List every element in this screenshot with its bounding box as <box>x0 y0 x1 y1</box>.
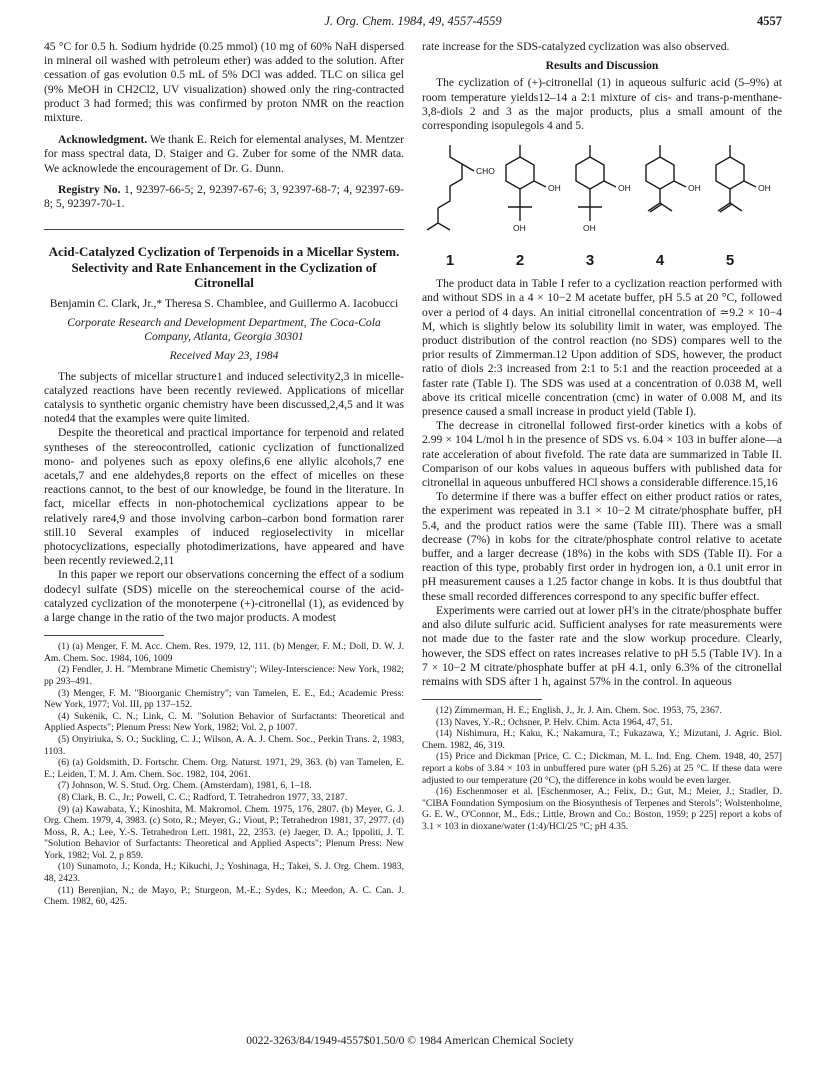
footnote: (11) Berenjian, N.; de Mayo, P.; Sturgeon, M.-E.; Sydes, K.; Meedon, A. C. Can. J. Chem. 1982, 60, 425. <box>44 884 404 908</box>
footnote: (16) Eschenmoser et al. [Eschenmoser, A.; Felix, D.; Gut, M.; Meier, J.; Stadler, D. "CIBA Foundation Symposium on the Biosynthesis of Terpenes and Sterols"; Wolstenholme, G. E. W., O'Connor, M., Eds.; Little, Brown and Co.: Boston, 1959; p 225] report a kobs of 3.1 × 103 in dioxane/water (1:4)/HCl/25 °C; pH 4.35. <box>422 786 782 833</box>
oh-group: OH <box>758 183 771 194</box>
footnote: (5) Onyiriuka, S. O.; Suckling, C. J.; Wilson, A. A. J. Chem. Soc., Perkin Trans. 2, 1983, 1103. <box>44 733 404 757</box>
oh-group: OH <box>618 183 631 194</box>
structure-3 <box>576 145 616 221</box>
experimental-paragraph: 45 °C for 0.5 h. Sodium hydride (0.25 mmol) (10 mg of 60% NaH dispersed in mineral oil washed with petroleum ether) was added to the solution. After cessation of gas evolution 0.5 mL of 5% DCl was added. TLC on silica gel (9% MeOH in CH2Cl2, UV visualization) showed only the ring-contracted product 3 had formed; this was confirmed by proton NMR on the reaction mixture. <box>44 40 404 125</box>
page-number: 4557 <box>757 14 782 28</box>
affiliation: Corporate Research and Development Department, The Coca-Cola Company, Atlanta, Georgia 30301 <box>67 315 381 344</box>
footnote: (13) Naves, Y.-R.; Ochsner, P. Helv. Chim. Acta 1964, 47, 51. <box>436 716 673 728</box>
authors: Benjamin C. Clark, Jr.,* Theresa S. Chamblee, and Guillermo A. Iacobucci <box>49 296 399 310</box>
left-column <box>44 40 404 908</box>
registry-numbers <box>44 183 404 211</box>
section-heading: Results and Discussion <box>545 59 659 73</box>
oh-group: OH <box>513 223 526 234</box>
continued-paragraph: rate increase for the SDS-catalyzed cyclization was also observed. <box>422 40 730 53</box>
journal-citation: J. Org. Chem. 1984, 49, 4557-4559 <box>324 14 502 28</box>
results-paragraph-5: Experiments were carried out at lower pH's in the citrate/phosphate buffer and also dilute sulfuric acid. Sufficient analyses for rate measurements were not made due to the faster rate and the slow workup procedure. Clearly, however, the SDS effect on rates increases relative to pH 5.5 (Table IV). In a 7 × 10−2 M citrate/phosphate buffer at pH 4.1, only 6.3% of the citronellal remains with SDS after 1 h, against 57% in the control. In aqueous <box>422 603 782 688</box>
chemical-structures <box>422 137 782 277</box>
registry-text: 1, 92397-66-5; 2, 92397-67-6; 3, 92397-68-7; 4, 92397-69-8; 5, 92397-70-1. <box>44 182 404 211</box>
acknowledgment <box>44 133 404 176</box>
left-footnotes <box>44 641 404 908</box>
compound-label: 5 <box>725 252 735 270</box>
intro-paragraph-1: The subjects of micellar structure1 and induced selectivity2,3 in micelle-catalyzed reactions have been recently reviewed. Applications of micellar catalysis to synthetic organic chemistry have been discussed,2,4,5 and it was noted4 that the examples were quite limited. <box>44 369 404 426</box>
footnote: (4) Sukenik, C. N.; Link, C. M. "Solution Behavior of Surfactants: Theoretical and Applied Aspects"; Plenum Press: New York, 1982; Vol. 2, p 1007. <box>44 710 404 734</box>
intro-paragraph-2: Despite the theoretical and practical importance for terpenoid and related syntheses of the stereocontrolled, cationic cyclization of functionalized mono- and polyenes such as epoxy olefins,6 ene allylic alcohols,7 ene acetals,7 and ene aldehydes,8 reports on the effect of micelles on these reactions cannot, to the best of our knowledge, be found in the literature. In fact, micellar effects in non-photochemical cyclizations appear to be relatively rare4,9 and those involving carbon–carbon bond formation rarer still.10 Several examples of induced regioselectivity in micellar photocyclizations, especially photodimerizations, have appeared and have been recently reviewed.2,11 <box>44 426 404 568</box>
results-paragraph-2: The product data in Table I refer to a cyclization reaction performed with and without SDS in a 4 × 10−2 M acetate buffer, pH 5.5 at 20 °C, followed over a period of 4 days. An initial citronellal concentration of ≃9.2 × 10−4 M, which is slightly below its solubility limit in water, was employed. The product distribution of the control reaction (no SDS) compares well to the prior results of Zimmerman.12 Upon addition of SDS, however, the product ratio of diols 2:3 increased from 2:1 to 5:1 and the reaction proceeded at a faster rate (Table I). The SDS was used at a concentration of 0.038 M, well above its critical micelle concentration (cmc) in water of 0.008 M, and its presence caused a small increase in product yield (Table I). <box>422 277 782 419</box>
article-divider <box>44 229 404 230</box>
results-paragraph-3: The decrease in citronellal followed first-order kinetics with a kobs of 2.99 × 104 L/mol h in the presence of SDS vs. 6.04 × 103 in buffer alone—a rate acceleration of about fivefold. The rate data are summarized in Table II. Comparison of our kobs values in aqueous buffers with published data for citronellal in aqueous unbuffered HCl shows a considerable difference.15,16 <box>422 419 782 490</box>
oh-group: OH <box>583 223 596 234</box>
footnote: (8) Clark, B. C., Jr.; Powell, C. C.; Radford, T. Tetrahedron 1977, 33, 2187. <box>58 791 348 803</box>
ack-text: We thank E. Reich for elemental analyses, M. Mentzer for mass spectral data, D. Staiger and G. Zuber for some of the NMR data. We acknowlede the encouragement of Dr. G. Dunn. <box>44 133 404 175</box>
footnote: (10) Sunamoto, J.; Konda, H.; Kikuchi, J.; Yoshinaga, H.; Takei, S. J. Org. Chem. 1983, 48, 2423. <box>44 861 404 885</box>
copyright-footer: 0022-3263/84/1949-4557$01.50/0 © 1984 American Chemical Society <box>246 1035 574 1047</box>
footnote: (12) Zimmerman, H. E.; English, J., Jr. J. Am. Chem. Soc. 1953, 75, 2367. <box>436 705 722 717</box>
structure-2 <box>506 145 546 221</box>
right-column <box>422 40 782 833</box>
right-footnotes <box>422 705 782 833</box>
oh-group: OH <box>688 183 701 194</box>
compound-label: 4 <box>655 252 665 270</box>
oh-group: OH <box>548 183 561 194</box>
results-paragraph-1: The cyclization of (+)-citronellal (1) in aqueous sulfuric acid (5–9%) at room temperature yields12–14 a 2:1 mixture of cis- and trans-p-menthane-3,8-diols 2 and 3 as the major products, plus a small amount of the corresponding isopulegols 4 and 5. <box>422 76 782 133</box>
cho-group: CHO <box>476 166 495 177</box>
footnote-divider <box>44 635 164 636</box>
structure-1 <box>427 145 474 230</box>
article-title: Acid-Catalyzed Cyclization of Terpenoids in a Micellar System. Selectivity and Rate Enhancement in the Cyclization of Citronellal <box>48 244 400 291</box>
received-date: Received May 23, 1984 <box>169 349 279 363</box>
results-paragraph-4: To determine if there was a buffer effect on either product ratios or rates, the experiment was repeated in 3.1 × 10−2 M citrate/phosphate buffer, pH 5.4, and the product ratios were the same (Table III). There was a small decrease (7%) in kobs for the citrate/phosphate control relative to acetate buffer, and a larger decrease (18%) in the kobs with SDS (Table II). For a reaction of this type, probably first order in hydrogen ion, a 0.1 unit error in pH measurement causes a 1.25 factor change in kobs. It is thus doubtful that these small recorded differences correspond to any specific buffer effect. <box>422 490 782 603</box>
footnote: (9) (a) Kawabata, Y.; Kinoshita, M. Makromol. Chem. 1975, 176, 2807. (b) Meyer, G. J. Org. Chem. 1979, 4, 3983. (c) Soto, R.; Meyer, G.; Viout, P.; Tetrahedron 1981, 37, 2977. (d) Moss, R. A.; Lee, Y.-S. Tetrahedron Lett. 1981, 22, 2353. (e) Jaeger, D. A.; Ippoliti, J. T. "Solution Behavior of Surfactants: Theoretical and Applied Aspects"; Plenum Press: New York, 1982; Vol. 2, p 859. <box>44 803 404 861</box>
compound-label: 2 <box>515 252 525 270</box>
ack-label: Acknowledgment. <box>58 133 148 147</box>
footnote: (15) Price and Dickman [Price, C. C.; Dickman, M. L. Ind. Eng. Chem. 1948, 40, 257] report a kobs of 3.84 × 103 in unbuffered pure water (pH 5.26) at 25 °C. If these data were adjusted to our temperature (20 °C), the difference in kobs would be even larger. <box>422 751 782 786</box>
footnote: (3) Menger, F. M. "Bioorganic Chemistry"; van Tamelen, E. E., Ed.; Academic Press: New York, 1977; Vol. III, pp 137–152. <box>44 687 404 711</box>
structures-figure <box>422 137 782 277</box>
structure-5 <box>716 145 756 212</box>
compound-label: 3 <box>585 252 595 270</box>
footnote: (14) Nishimura, H.; Kaku, K.; Nakamura, T.; Fukazawa, Y.; Mizutani, J. Agric. Biol. Chem. 1982, 46, 319. <box>422 728 782 751</box>
structure-4 <box>646 145 686 212</box>
intro-paragraph-3: In this paper we report our observations concerning the effect of a sodium dodecyl sulfate (SDS) micelle on the stereochemical course of the acid-catalyzed cyclization of the monoterpene (+)-citronellal (1), as evidenced by a large change in the ratio of the two major products. A modest <box>44 568 404 624</box>
compound-label: 1 <box>445 252 455 270</box>
registry-label: Registry No. <box>58 182 121 196</box>
footnote: (2) Fendler, J. H. "Membrane Mimetic Chemistry"; Wiley-Interscience: New York, 1982; pp 293–491. <box>44 664 404 687</box>
footnote: (7) Johnson, W. S. Stud. Org. Chem. (Amsterdam), 1981, 6, 1–18. <box>58 780 312 792</box>
footnote-divider <box>422 699 542 700</box>
footnote: (1) (a) Menger, F. M. Acc. Chem. Res. 1979, 12, 111. (b) Menger, F. M.; Doll, D. W. J. Am. Chem. Soc. 1984, 106, 1009 <box>44 641 404 664</box>
running-header <box>44 14 782 32</box>
footnote: (6) (a) Goldsmith, D. Fortschr. Chem. Org. Naturst. 1971, 29, 363. (b) van Tamelen, E. E.; Leiden, T. M. J. Am. Chem. Soc. 1982, 104, 2061. <box>44 757 404 780</box>
